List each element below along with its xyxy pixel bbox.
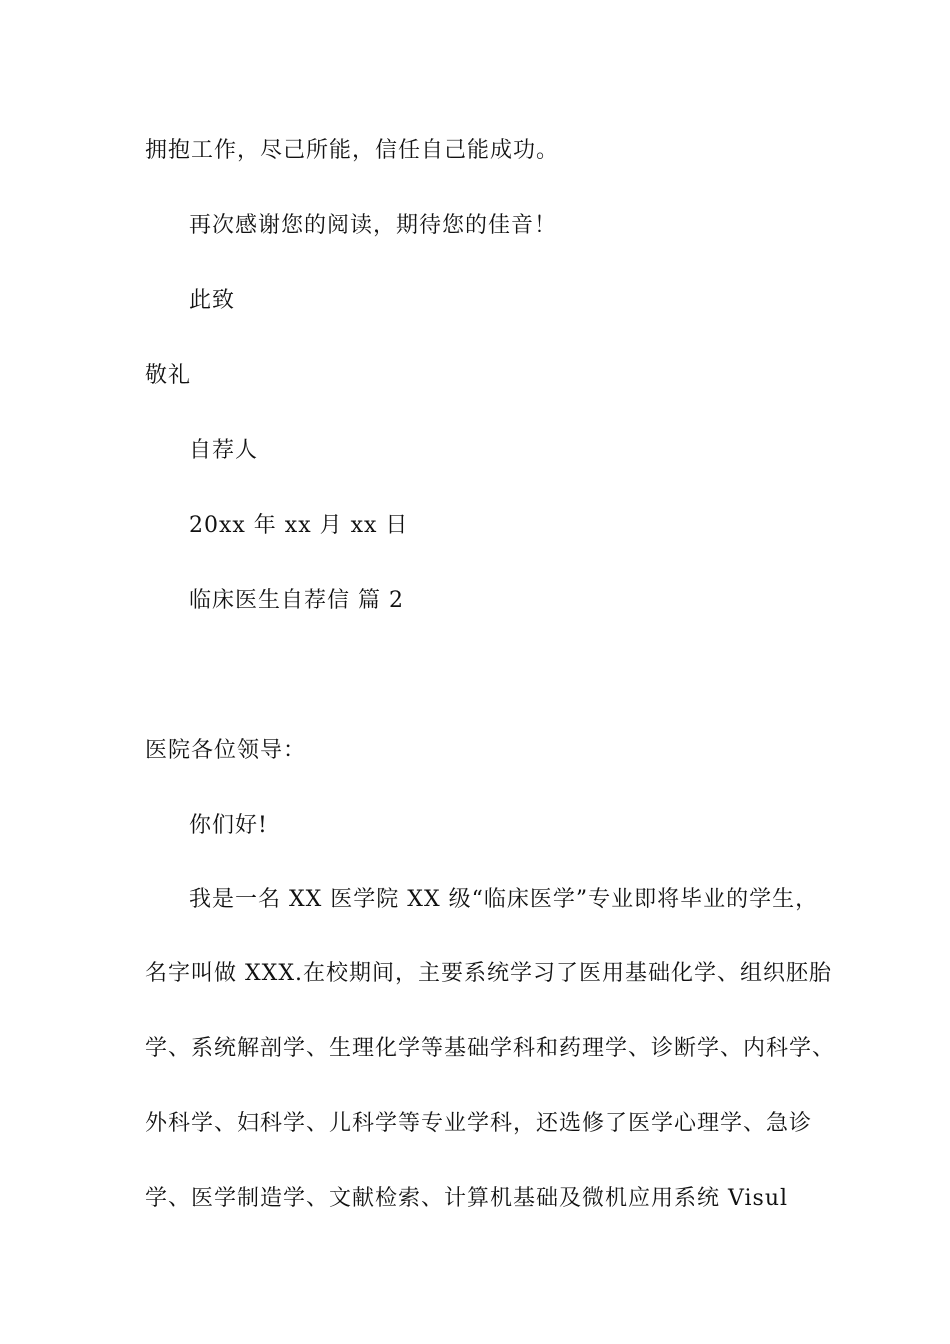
section-heading: 临床医生自荐信 篇 2: [189, 588, 404, 613]
closing-salutation: 敬礼: [145, 363, 192, 388]
text-line: 我是一名 XX 医学院 XX 级“临床医学”专业即将毕业的学生，: [189, 887, 819, 912]
signature-label: 自荐人: [189, 438, 259, 463]
text-line: 学、医学制造学、文献检索、计算机基础及微机应用系统 Visul: [145, 1186, 789, 1211]
text-line: 拥抱工作，尽己所能，信任自己能成功。: [145, 138, 560, 163]
text-line: 学、系统解剖学、生理化学等基础学科和药理学、诊断学、内科学、: [145, 1036, 836, 1061]
closing-salutation: 此致: [189, 288, 236, 313]
greeting-line: 医院各位领导：: [145, 738, 307, 763]
text-line: 外科学、妇科学、儿科学等专业学科，还选修了医学心理学、急诊: [145, 1111, 813, 1136]
text-line: 名字叫做 XXX.在校期间，主要系统学习了医用基础化学、组织胚胎: [145, 961, 832, 986]
greeting-line: 你们好!: [189, 813, 268, 838]
date-line: 20xx 年 xx 月 xx 日: [189, 513, 409, 538]
text-line: 再次感谢您的阅读，期待您的佳音！: [189, 213, 558, 238]
